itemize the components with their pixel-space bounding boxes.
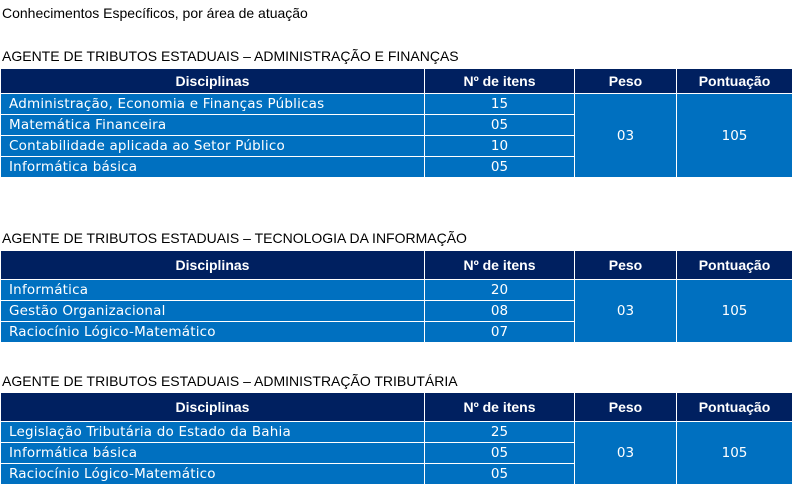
peso-cell: 03 xyxy=(575,280,677,343)
header-pontuacao: Pontuação xyxy=(677,393,793,422)
itens-cell: 20 xyxy=(425,280,575,301)
section-title-administracao-financas: AGENTE DE TRIBUTOS ESTADUAIS – ADMINISTRAÇÃO E FINANÇAS xyxy=(2,48,459,64)
disciplina-cell: Gestão Organizacional xyxy=(1,301,425,322)
header-itens: Nº de itens xyxy=(425,251,575,280)
header-disciplinas: Disciplinas xyxy=(1,393,425,422)
header-disciplinas: Disciplinas xyxy=(1,69,425,94)
itens-cell: 05 xyxy=(425,464,575,485)
table-row xyxy=(1,422,793,443)
disciplina-cell: Raciocínio Lógico-Matemático xyxy=(1,464,425,485)
itens-cell: 05 xyxy=(425,443,575,464)
itens-cell: 25 xyxy=(425,422,575,443)
table-administracao-financas xyxy=(0,68,793,178)
disciplina-cell: Matemática Financeira xyxy=(1,115,425,136)
section-title-tecnologia-informacao: AGENTE DE TRIBUTOS ESTADUAIS – TECNOLOGIA DA INFORMAÇÃO xyxy=(2,230,467,246)
disciplina-cell: Legislação Tributária do Estado da Bahia xyxy=(1,422,425,443)
header-itens: Nº de itens xyxy=(425,393,575,422)
disciplina-cell: Informática básica xyxy=(1,443,425,464)
pontuacao-cell: 105 xyxy=(677,94,793,178)
peso-cell: 03 xyxy=(575,94,677,178)
header-itens: Nº de itens xyxy=(425,69,575,94)
itens-cell: 07 xyxy=(425,322,575,343)
section-title-administracao-tributaria: AGENTE DE TRIBUTOS ESTADUAIS – ADMINISTRAÇÃO TRIBUTÁRIA xyxy=(2,373,458,389)
header-disciplinas: Disciplinas xyxy=(1,251,425,280)
peso-cell: 03 xyxy=(575,422,677,485)
page-title: Conhecimentos Específicos, por área de atuação xyxy=(2,5,308,21)
header-peso: Peso xyxy=(575,251,677,280)
itens-cell: 05 xyxy=(425,115,575,136)
itens-cell: 10 xyxy=(425,136,575,157)
header-peso: Peso xyxy=(575,69,677,94)
itens-cell: 15 xyxy=(425,94,575,115)
table-header-row xyxy=(1,251,793,280)
header-peso: Peso xyxy=(575,393,677,422)
disciplina-cell: Raciocínio Lógico-Matemático xyxy=(1,322,425,343)
itens-cell: 05 xyxy=(425,157,575,178)
disciplina-cell: Informática xyxy=(1,280,425,301)
pontuacao-cell: 105 xyxy=(677,422,793,485)
table-administracao-tributaria xyxy=(0,392,793,485)
table-header-row xyxy=(1,393,793,422)
table-row xyxy=(1,94,793,115)
table-tecnologia-informacao xyxy=(0,250,793,343)
table-header-row xyxy=(1,69,793,94)
table-row xyxy=(1,280,793,301)
itens-cell: 08 xyxy=(425,301,575,322)
disciplina-cell: Contabilidade aplicada ao Setor Público xyxy=(1,136,425,157)
disciplina-cell: Administração, Economia e Finanças Públicas xyxy=(1,94,425,115)
header-pontuacao: Pontuação xyxy=(677,251,793,280)
header-pontuacao: Pontuação xyxy=(677,69,793,94)
disciplina-cell: Informática básica xyxy=(1,157,425,178)
pontuacao-cell: 105 xyxy=(677,280,793,343)
